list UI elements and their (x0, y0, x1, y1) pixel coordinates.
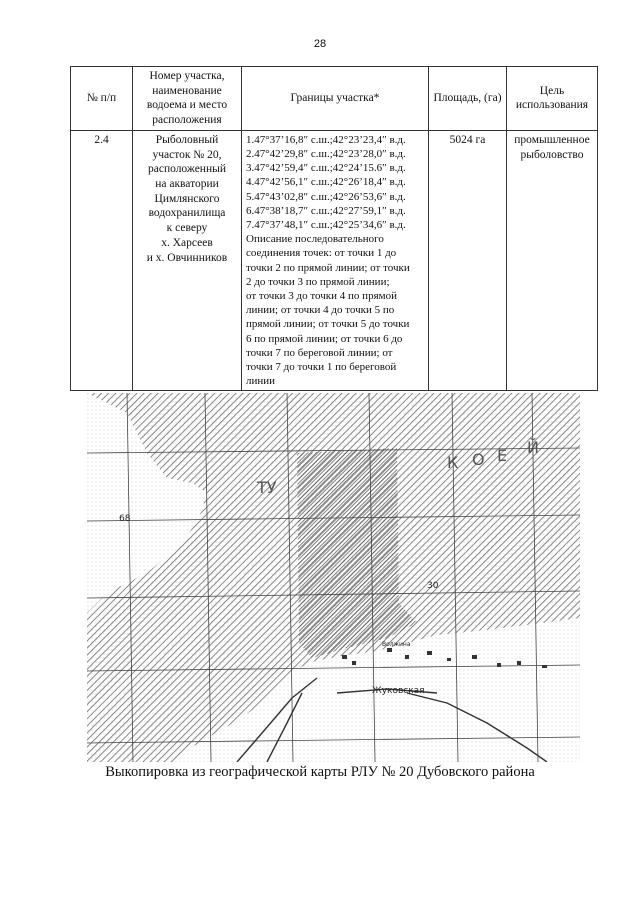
header-area: Площадь, (га) (429, 67, 507, 131)
description-line: линии (246, 375, 276, 388)
row-name (133, 130, 242, 390)
point-coordinate: 3.47°42’59,4″ с.ш.;42°24’15.6″ в.д. (246, 162, 406, 175)
row-area: 5024 га (429, 130, 507, 390)
fishing-site-table (70, 66, 598, 391)
map-label-zhukovskaya: Жуковская (372, 686, 425, 696)
name-line: х. Харсеев (161, 236, 213, 249)
map-label-30: 30 (427, 581, 439, 591)
description-line: Описание последовательного (246, 233, 384, 246)
map-caption: Выкопировка из географической карты РЛУ № 20 Дубовского района (105, 764, 535, 780)
description-line: от точки 3 до точки 4 по прямой (246, 289, 397, 302)
name-line: участок № 20, (152, 148, 222, 161)
header-num: № п/п (71, 67, 133, 131)
name-line: водохранилища (148, 207, 226, 220)
row-purpose (507, 130, 598, 390)
name-line: на акватории (155, 178, 219, 191)
map-label-68: 68 (119, 514, 131, 524)
name-line: и х. Овчинников (146, 251, 228, 264)
point-coordinate: 6.47°38’18,7″ с.ш.;42°27’59,1″ в.д. (246, 204, 406, 217)
description-line: точки 7 по береговой линии; от (246, 346, 393, 359)
map-label-volzhina: Волжина (382, 641, 411, 648)
map-label-e: Е (497, 446, 508, 465)
header-bounds: Границы участка* (242, 67, 429, 131)
name-line: к северу (166, 222, 208, 235)
map-label-tu: ТУ (257, 478, 277, 497)
point-coordinate: 2.47°42’29,8″ с.ш.;42°23’28,0″ в.д. (246, 148, 406, 161)
description-line: линии; от точки 4 до точки 5 по (246, 304, 395, 317)
point-coordinate: 5.47°43’02,8″ с.ш.;42°26’53,6″ в.д. (246, 190, 406, 203)
purpose-line: промышленное (514, 133, 590, 146)
map-label-y: Й (527, 438, 539, 457)
table-header-row (71, 67, 598, 131)
map-extract (87, 393, 580, 762)
header-name: Номер участка, наименование водоема и место расположения (133, 67, 242, 131)
header-purpose: Цель использования (507, 67, 598, 131)
description-line: соединения точек: от точки 1 до (246, 247, 397, 260)
table-row (71, 130, 598, 390)
point-coordinate: 1.47°37’16,8″ с.ш.;42°23’23,4″ в.д. (246, 133, 406, 146)
name-line: Рыболовный (155, 133, 219, 146)
purpose-line: рыболовство (520, 148, 584, 161)
row-num: 2.4 (71, 130, 133, 390)
name-line: Цимлянского (154, 192, 220, 205)
page-number: 28 (313, 38, 327, 50)
description-line: 6 по прямой линии; от точки 6 до (246, 332, 403, 345)
point-coordinate: 4.47°42’56,1″ с.ш.;42°26’18,4″ в.д. (246, 176, 406, 189)
map-label-o: О (472, 450, 485, 469)
point-coordinate: 7.47°37’48,1″ с.ш.;42°25’34,6″ в.д. (246, 219, 406, 231)
name-line: расположенный (147, 163, 226, 176)
description-line: точки 7 до точки 1 по береговой (246, 360, 397, 373)
description-line: точки 2 по прямой линии; от точки (246, 261, 410, 274)
description-line: прямой линии; от точки 5 до точки (246, 318, 410, 331)
row-bounds (242, 130, 429, 390)
description-line: 2 до точки 3 по прямой линии; (246, 275, 390, 288)
map-label-k: К (447, 453, 459, 472)
